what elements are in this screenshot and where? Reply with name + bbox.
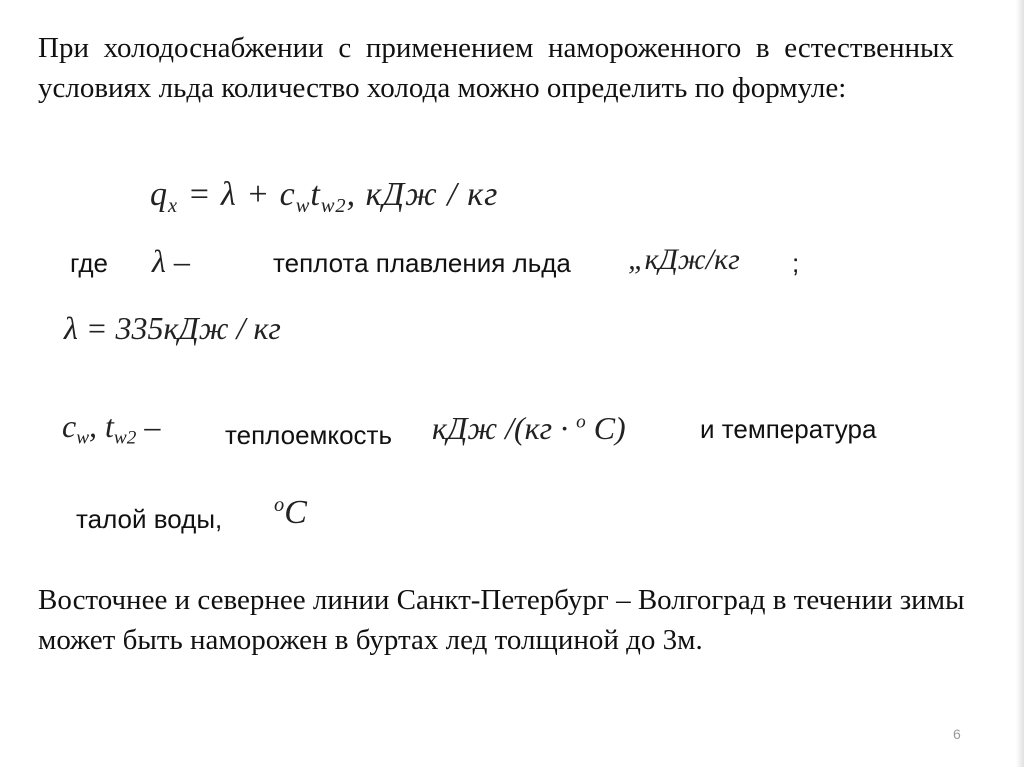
where-label: где	[70, 248, 108, 278]
unit2-after: C)	[585, 410, 626, 446]
tw-subscript: w2	[113, 427, 137, 449]
and-temperature-label: и температура	[700, 414, 877, 444]
cw-tw-t: , t	[89, 408, 114, 444]
lambda-value-formula: λ = 335кДж / кг	[64, 310, 281, 346]
unit-kj-per-kg-degc	[432, 410, 626, 447]
lambda-symbol: λ –	[152, 243, 190, 279]
cw-c: c	[62, 408, 77, 444]
formula-q: q	[150, 176, 168, 213]
cw-subscript: w	[76, 427, 90, 449]
heat-capacity-label: теплоемкость	[225, 420, 392, 450]
degc-degree: o	[274, 494, 285, 516]
heat-of-melting-label: теплота плавления льда	[273, 248, 571, 278]
unit-kj-per-kg: „кДж/кг	[628, 243, 740, 276]
cw-tw-symbols	[62, 408, 160, 450]
melt-water-label: талой воды,	[76, 504, 223, 534]
unit2-before: кДж /(кг ·	[432, 410, 577, 446]
formula-t: t	[310, 176, 321, 213]
page-number: 6	[953, 726, 961, 742]
formula-q-subscript: x	[168, 195, 179, 218]
cw-tw-dash: –	[136, 408, 161, 444]
intro-paragraph: При холодоснабжении с применением намороженного в естественных условиях льда количество холода можно определить по формуле:	[38, 32, 954, 104]
unit2-degree: o	[576, 411, 586, 433]
slide-edge-shadow	[1016, 0, 1024, 767]
degc-c: C	[284, 494, 307, 532]
outro-paragraph: Восточнее и севернее линии Санкт-Петербург – Волгоград в течении зимы может быть наморожен в буртах лед толщиной до 3м.	[38, 584, 965, 656]
formula-c-subscript: w	[295, 195, 311, 218]
formula-t-subscript: w2	[320, 195, 347, 218]
cold-quantity-formula	[150, 176, 498, 218]
degree-celsius-symbol	[274, 494, 307, 532]
formula-unit: , кДж / кг	[346, 176, 499, 213]
semicolon: ;	[792, 248, 800, 278]
formula-lambda-plus-c: = λ + c	[178, 176, 296, 213]
